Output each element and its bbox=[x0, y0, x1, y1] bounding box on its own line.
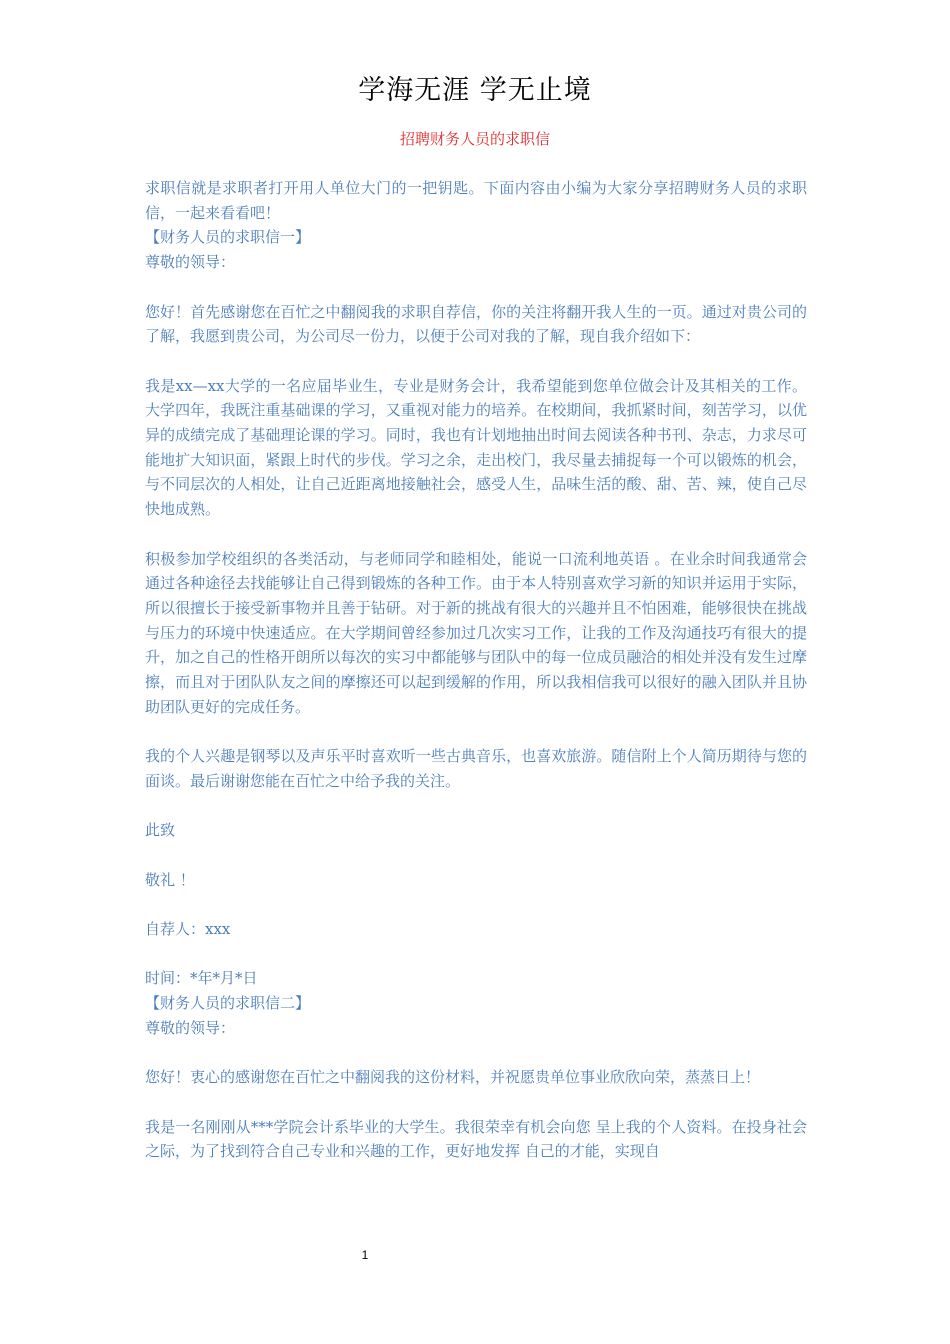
page-header: 学海无涯 学无止境 bbox=[358, 75, 592, 106]
section-heading-letter-one: 【财务人员的求职信一】 bbox=[145, 228, 311, 247]
letter-one-paragraph: 积极参加学校组织的各类活动，与老师同学和睦相处，能说一口流利地英语 。在业余时间我通常会通过各种途径去找能够让自己得到锻炼的各种工作。由于本人特别喜欢学习新的知识并运用于实际，所以很擅长于接受新事物并且善于钻研。对于新的挑战有很大的兴趣并且不怕困难，能够很快在挑战与压力的环境中快速适应。在大学期间曾经参加过几次实习工作，让我的工作及沟通技巧有很大的提升，加之自己的性格开朗所以每次的实习中都能够与团队中的每一位成员融洽的相处并没有发生过摩擦，而且对于团队队友之间的摩擦还可以起到缓解的作用，所以我相信我可以很好的融入团队并且协助团队更好的完成任务。 bbox=[145, 549, 807, 716]
letter-two-paragraph: 您好！衷心的感谢您在百忙之中翻阅我的这份材料，并祝愿贵单位事业欣欣向荣，蒸蒸日上！ bbox=[145, 1068, 761, 1087]
intro-paragraph: 求职信就是求职者打开用人单位大门的一把钥匙。下面内容由小编为大家分享招聘财务人员的求职信，一起来看看吧！ bbox=[145, 179, 807, 222]
document-title: 招聘财务人员的求职信 bbox=[399, 130, 550, 148]
closing-regards: 敬礼 ！ bbox=[145, 870, 195, 889]
salutation: 尊敬的领导： bbox=[145, 253, 236, 272]
salutation: 尊敬的领导： bbox=[145, 1018, 236, 1037]
closing-line: 此致 bbox=[145, 821, 176, 840]
signature-line: 自荐人：xxx bbox=[145, 919, 231, 938]
page-number: 1 bbox=[361, 1248, 369, 1262]
section-heading-letter-two: 【财务人员的求职信二】 bbox=[145, 994, 311, 1013]
letter-one-paragraph: 我是xx—xx大学的一名应届毕业生，专业是财务会计，我希望能到您单位做会计及其相关的工作。大学四年，我既注重基础课的学习，又重视对能力的培养。在校期间，我抓紧时间，刻苦学习，以优异的成绩完成了基础理论课的学习。同时，我也有计划地抽出时间去阅读各种书刊、杂志，力求尽可能地扩大知识面，紧跟上时代的步伐。学习之余，走出校门，我尽量去捕捉每一个可以锻炼的机会，与不同层次的人相处，让自己近距离地接触社会，感受人生，品味生活的酸、甜、苦、辣，使自己尽快地成熟。 bbox=[145, 376, 807, 519]
letter-two-paragraph: 我是一名刚刚从***学院会计系毕业的大学生。我很荣幸有机会向您 呈上我的个人资料。在投身社会之际，为了找到符合自己专业和兴趣的工作，更好地发挥 自己的才能，实现自 bbox=[145, 1117, 807, 1161]
date-line: 时间：*年*月*日 bbox=[145, 969, 258, 988]
letter-body bbox=[145, 176, 807, 1164]
letter-one-paragraph: 我的个人兴趣是钢琴以及声乐平时喜欢听一些古典音乐，也喜欢旅游。随信附上个人简历期待与您的面谈。最后谢谢您能在百忙之中给予我的关注。 bbox=[145, 747, 807, 790]
letter-one-paragraph: 您好！首先感谢您在百忙之中翻阅我的求职自荐信，你的关注将翻开我人生的一页。通过对贵公司的了解，我愿到贵公司，为公司尽一份力，以便于公司对我的了解，现自我介绍如下： bbox=[145, 302, 807, 346]
